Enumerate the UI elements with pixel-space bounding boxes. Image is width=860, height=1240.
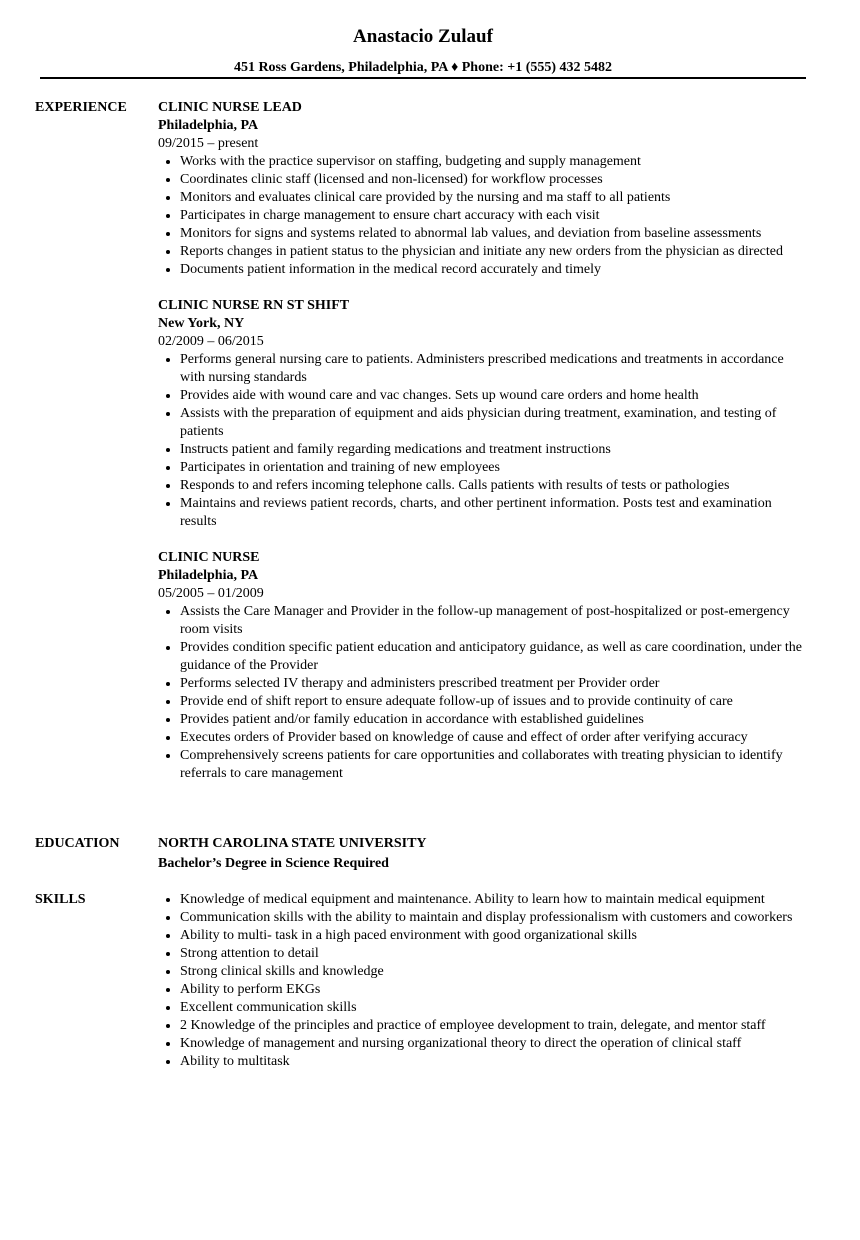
degree-name: Bachelor’s Degree in Science Required [158,856,389,871]
job-title: CLINIC NURSE [158,550,260,565]
job-title: CLINIC NURSE RN ST SHIFT [158,298,350,313]
duty-item: Performs selected IV therapy and administers prescribed treatment per Provider order [180,675,808,693]
candidate-name: Anastacio Zulauf [353,26,493,47]
job-dates: 02/2009 – 06/2015 [158,334,264,349]
job-location: New York, NY [158,316,245,331]
job-title: CLINIC NURSE LEAD [158,100,302,115]
education-body [158,835,808,873]
job-location: Philadelphia, PA [158,568,259,583]
job-entry [158,549,808,783]
skill-item: Knowledge of medical equipment and maintenance. Ability to learn how to maintain medical equipment [180,891,808,909]
duty-item: Executes orders of Provider based on knowledge of cause and effect of order after verifying accuracy [180,729,808,747]
skills-list [158,891,808,1071]
duty-item: Monitors for signs and systems related to abnormal lab values, and deviation from baseline assessments [180,225,808,243]
section-label-skills: SKILLS [35,892,86,907]
skill-item: 2 Knowledge of the principles and practice of employee development to train, delegate, and mentor staff [180,1017,808,1035]
section-label-experience: EXPERIENCE [35,100,127,115]
job-duties-list [158,603,808,783]
skill-item: Excellent communication skills [180,999,808,1017]
job-duties-list [158,351,808,531]
skill-item: Ability to perform EKGs [180,981,808,999]
job-duties-list [158,153,808,279]
duty-item: Works with the practice supervisor on staffing, budgeting and supply management [180,153,808,171]
experience-body [158,99,808,801]
duty-item: Provides condition specific patient education and anticipatory guidance, as well as care coordination, under the guidance of the Provider [180,639,808,675]
duty-item: Participates in orientation and training of new employees [180,459,808,477]
job-entry [158,99,808,279]
skill-item: Strong attention to detail [180,945,808,963]
duty-item: Assists the Care Manager and Provider in the follow-up management of post-hospitalized or post-emergency room visits [180,603,808,639]
duty-item: Monitors and evaluates clinical care provided by the nursing and ma staff to all patients [180,189,808,207]
duty-item: Responds to and refers incoming telephone calls. Calls patients with results of tests or pathologies [180,477,808,495]
job-dates: 09/2015 – present [158,136,259,151]
duty-item: Maintains and reviews patient records, charts, and other pertinent information. Posts test and examination results [180,495,808,531]
school-name: NORTH CAROLINA STATE UNIVERSITY [158,836,427,851]
job-entry [158,297,808,531]
skill-item: Communication skills with the ability to maintain and display professionalism with customers and coworkers [180,909,808,927]
duty-item: Provides patient and/or family education in accordance with established guidelines [180,711,808,729]
duty-item: Performs general nursing care to patients. Administers prescribed medications and treatments in accordance with nursing standards [180,351,808,387]
job-location: Philadelphia, PA [158,118,259,133]
section-label-education: EDUCATION [35,836,120,851]
duty-item: Assists with the preparation of equipment and aids physician during treatment, examination, and testing of patients [180,405,808,441]
duty-item: Participates in charge management to ensure chart accuracy with each visit [180,207,808,225]
skill-item: Knowledge of management and nursing organizational theory to direct the operation of clinical staff [180,1035,808,1053]
duty-item: Coordinates clinic staff (licensed and non-licensed) for workflow processes [180,171,808,189]
duty-item: Reports changes in patient status to the physician and initiate any new orders from the physician as directed [180,243,808,261]
duty-item: Provide end of shift report to ensure adequate follow-up of issues and to provide continuity of care [180,693,808,711]
duty-item: Instructs patient and family regarding medications and treatment instructions [180,441,808,459]
skill-item: Ability to multi- task in a high paced environment with good organizational skills [180,927,808,945]
duty-item: Comprehensively screens patients for care opportunities and collaborates with treating physician to identify referrals to care management [180,747,808,783]
skill-item: Ability to multitask [180,1053,808,1071]
job-dates: 05/2005 – 01/2009 [158,586,264,601]
duty-item: Provides aide with wound care and vac changes. Sets up wound care orders and home health [180,387,808,405]
duty-item: Documents patient information in the medical record accurately and timely [180,261,808,279]
contact-line: 451 Ross Gardens, Philadelphia, PA ♦ Phone: +1 (555) 432 5482 [233,60,613,75]
skills-body [158,891,808,1071]
header-divider [40,77,806,79]
skill-item: Strong clinical skills and knowledge [180,963,808,981]
